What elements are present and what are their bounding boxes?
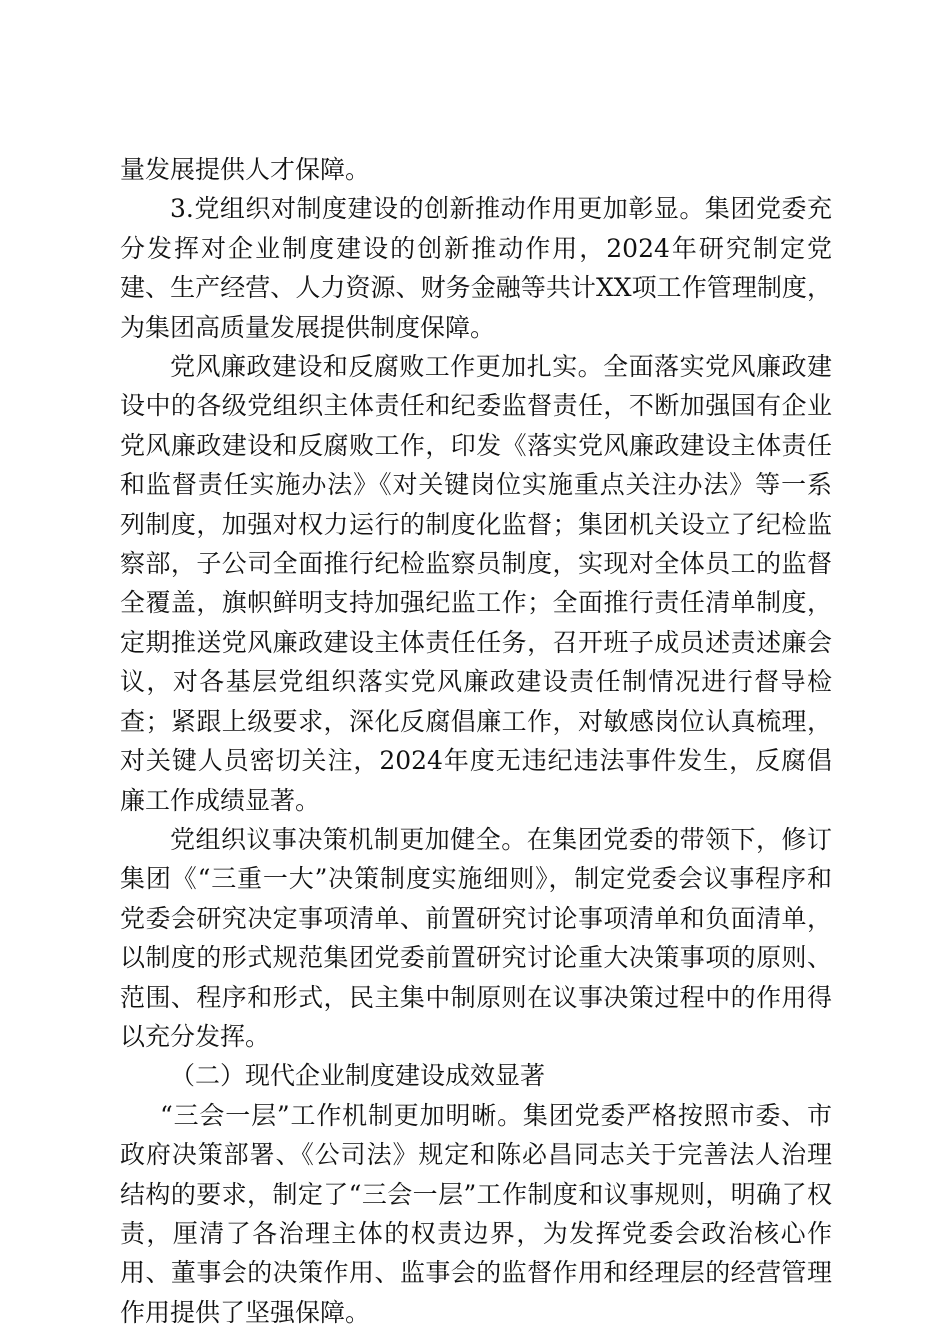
section-heading: （二）现代企业制度建设成效显著 <box>170 1061 546 1091</box>
paragraph-decision-mechanism: 党组织议事决策机制更加健全。在集团党委的带领下，修订集团《“三重一大”决策制度实施细则》，制定党委会议事程序和党委会研究决定事项清单、前置研究讨论事项清单和负面清单，以制度的形式规范集团党委前置研究讨论重大决策事项的原则、范围、程序和形式，民主集中制原则在议事决策过程中的作用得以充分发挥。 <box>120 824 832 1051</box>
document-body <box>120 150 832 1332</box>
paragraph-continuation: 量发展提供人才保障。 <box>120 155 371 184</box>
paragraph-anti-corruption: 党风廉政建设和反腐败工作更加扎实。全面落实党风廉政建设中的各级党组织主体责任和纪委监督责任，不断加强国有企业党风廉政建设和反腐败工作，印发《落实党风廉政建设主体责任和监督责任实施办法》《对关键岗位实施重点关注办法》等一系列制度，加强对权力运行的制度化监督；集团机关设立了纪检监察部，子公司全面推行纪检监察员制度，实现对全体员工的监督全覆盖，旗帜鲜明支持加强纪监工作；全面推行责任清单制度，定期推送党风廉政建设主体责任任务，召开班子成员述责述廉会议，对各基层党组织落实党风廉政建设责任制情况进行督导检查；紧跟上级要求，深化反腐倡廉工作，对敏感岗位认真梳理，对关键人员密切关注，2024年度无违纪违法事件发生，反腐倡廉工作成绩显著。 <box>120 352 832 815</box>
paragraph-institution-innovation: 3.党组织对制度建设的创新推动作用更加彰显。集团党委充分发挥对企业制度建设的创新推动作用，2024年研究制定党建、生产经营、人力资源、财务金融等共计XX项工作管理制度，为集团高质量发展提供制度保障。 <box>120 194 832 342</box>
paragraph-governance: “三会一层”工作机制更加明晰。集团党委严格按照市委、市政府决策部署、《公司法》规定和陈必昌同志关于完善法人治理结构的要求，制定了“三会一层”工作制度和议事规则，明确了权责，厘清了各治理主体的权责边界，为发挥党委会政治核心作用、董事会的决策作用、监事会的监督作用和经理层的经营管理作用提供了坚强保障。 <box>120 1100 832 1327</box>
